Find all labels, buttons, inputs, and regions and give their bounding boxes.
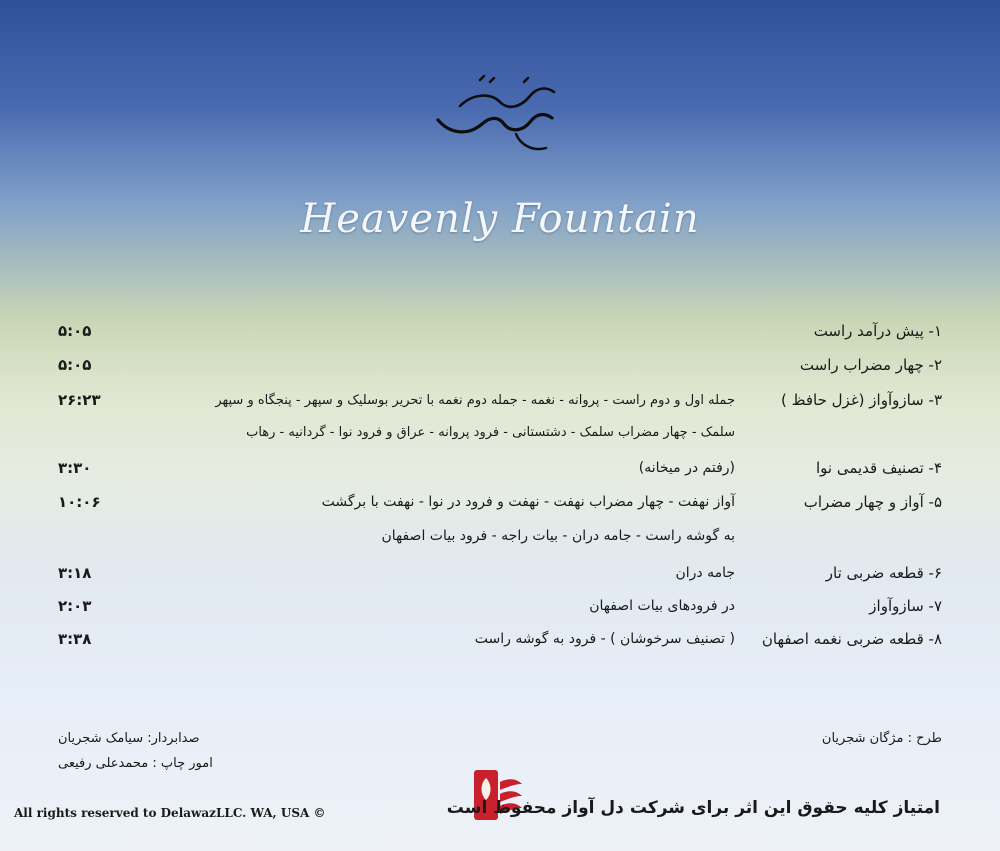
track-4-detail: (رفتم در میخانه) [638,460,735,476]
track-5-title: ۵- آواز و چهار مضراب [803,493,942,511]
track-8-duration: ۳:۳۸ [58,630,92,648]
track-3-duration: ۲۶:۲۳ [58,391,101,409]
track-6-title: ۶- قطعه ضربی تار [825,564,942,582]
album-title-en: Heavenly Fountain [300,196,700,242]
calligraphy-title [420,72,570,162]
track-6-detail: جامه دران [675,565,735,581]
track-6-duration: ۳:۱۸ [58,564,92,582]
track-1-title: ۱- پیش درآمد راست [813,322,942,340]
credit-sound-engineer: صدابردار: سیامک شجریان [58,731,200,746]
track-7-title: ۷- سازوآواز [869,597,942,615]
track-8-detail: ( تصنیف سرخوشان ) - فرود به گوشه راست [474,631,735,647]
track-7-duration: ۲:۰۳ [58,597,92,615]
copyright-fa: امتیاز کلیه حقوق این اثر برای شرکت دل آواز محفوظ است [446,798,940,818]
track-8-title: ۸- قطعه ضربی نغمه اصفهان [761,630,942,648]
track-5-duration: ۱۰:۰۶ [58,493,101,511]
track-3-detail-2: سلمک - چهار مضراب سلمک - دشتستانی - فرود پروانه - عراق و فرود نوا - گردانیه - رهاب [246,425,735,440]
track-2-duration: ۵:۰۵ [58,356,92,374]
track-7-detail: در فرودهای بیات اصفهان [589,598,735,614]
track-1-duration: ۵:۰۵ [58,322,92,340]
credit-design: طرح : مژگان شجریان [821,731,942,746]
track-4-duration: ۳:۳۰ [58,459,92,477]
track-3-detail-1: جمله اول و دوم راست - پروانه - نغمه - جمله دوم نغمه با تحریر بوسلیک و سپهر - پنجگاه و سپهر [215,393,735,408]
track-3-title: ۳- سازوآواز (غزل حافظ ) [781,391,942,409]
track-2-title: ۲- چهار مضراب راست [799,356,942,374]
credit-print: امور چاپ : محمدعلی رفیعی [58,756,213,771]
track-4-title: ۴- تصنیف قدیمی نوا [815,459,942,477]
copyright-en: All rights reserved to DelawazLLC. WA, USA © [14,806,326,820]
track-5-detail-1: آواز نهفت - چهار مضراب نهفت - نهفت و فرود در نوا - نهفت با برگشت [321,494,735,510]
track-5-detail-2: به گوشه راست - جامه دران - بیات راجه - فرود بیات اصفهان [381,528,735,544]
